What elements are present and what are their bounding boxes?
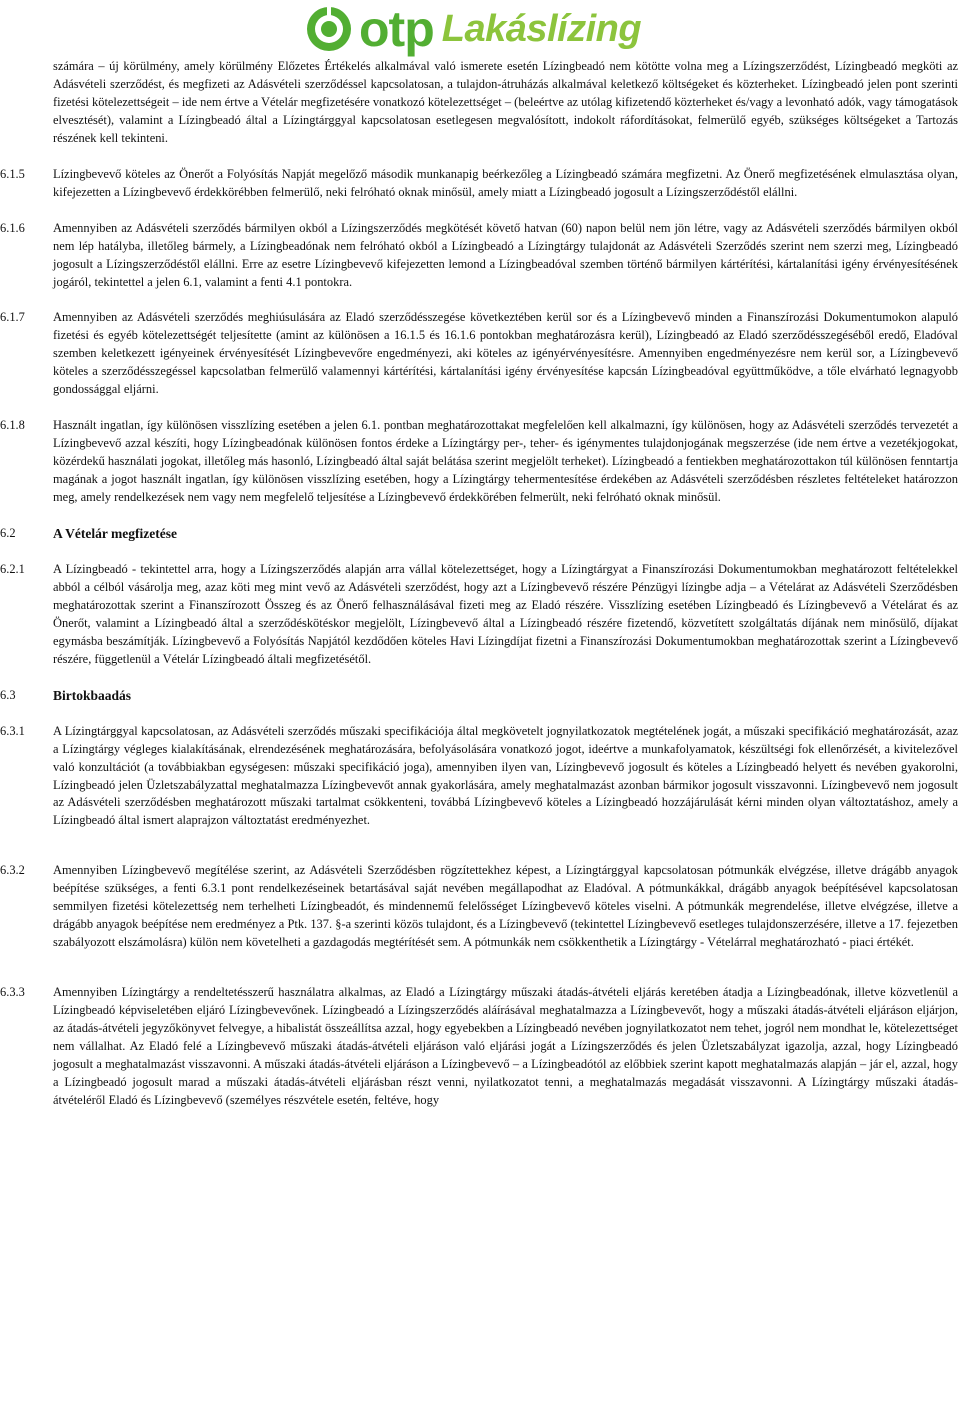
document-body bbox=[0, 58, 958, 1110]
section-text: Használt ingatlan, így különösen visszlízing esetében a jelen 6.1. pontban meghatározottakat megfelelően kell alkalmazni, így különösen, hogy az Adásvételi szerződés tervezetét a Lízingbevevő azzal készíti, hogy Lízingbeadónak különösen fontos érdeke a Lízingtárgy per-, teher- és igénymentes tulajdonjogának megszerzése (ide nem értve a vezetékjogokat, közérdekű használati jogokat, illetőleg más hasonló, Lízingbeadó által saját belátása szerint megjelölt terheket). Lízingbeadó a fentiekben meghatározottakon túl különösen fenntartja magának a jogot használt ingatlan, így különösen visszlízing esetében, hogy a Lízingtárgy tehermentesítése érdekében az Adásvételi szerződésben részletes feltételeket határozzon meg, amely rendelkezések nem vagy nem megfelelő teljesítése a Lízingbevevő érdekkörében felmerült, neki felróható oknak minősül. bbox=[53, 418, 958, 505]
section-6-1-5 bbox=[0, 166, 958, 202]
section-6-2-1 bbox=[0, 561, 958, 669]
section-number: 6.2.1 bbox=[0, 561, 25, 576]
otp-lakaslizing-logo bbox=[305, 3, 641, 55]
section-number: 6.1.7 bbox=[0, 310, 25, 325]
intro-paragraph: számára – új körülmény, amely körülmény Előzetes Értékelés alkalmával való ismerete esetén Lízingbeadó nem kötötte volna meg a Lízingszerződést, Lízingbeadó megköti az Adásvételi szerződést, és megfizeti az Adásvételi szerződéssel kapcsolatosan, a tulajdon-átruházás alkalmával keletkező költségeket és közterheket. Lízingbeadó jelen pont szerinti fizetési kötelezettségeit – ide nem értve a Vételár megfizetésére vonatkozó kötelezettséget – (beleértve az utólag kifizetendő közterheket és/vagy a levonható adók, vagy támogatások elvesztését), valamint a Lízingbeadó által a Lízingtárggyal kapcsolatosan esetlegesen megvalósított, indokolt ráfordításokat, felmerülő egyéb, szükséges költségeket a Tartozás részének kell tekinteni. bbox=[53, 59, 958, 145]
section-number: 6.3.1 bbox=[0, 723, 25, 738]
logo-product-text: Lakáslízing bbox=[441, 8, 642, 50]
section-text: A Lízingbeadó - tekintettel arra, hogy a Lízingszerződés alapján arra vállal kötelezettséget, hogy a Lízingtárgyat a Finanszírozási Dokumentumokban meghatározott feltételekkel abból a célból vásárolja meg, azaz köti meg mint vevő az Adásvételi szerződést, hogy azt a Lízingbevevő részére Pénzügyi lízingbe adja – a Vételárat az Adásvételi Szerződésben meghatározottak szerint a Finanszírozott Összeg és az Önerő felhasználásával fizeti meg az Eladó részére. Visszlízing esetében Lízingbeadó és Lízingbevevő a Vételárat és az Önerőt, valamint a Lízingbeadó által a szerződéskötéskor megjelölt, Lízingbevevő által a Lízingbeadó részére fizetendő, közvetített szolgáltatás díjának nem minősülő, díjakat egymásba beszámítják. Lízingbevevő a Folyósítás Napjától kezdődően köteles Havi Lízingdíjat fizetni a Finanszírozási Dokumentumokban meghatározottak szerint a Lízingbevevő részére, függetlenül a Vételár Lízingbeadó általi megfizetésétől. bbox=[53, 561, 958, 666]
logo-brand-text: otp bbox=[359, 1, 434, 57]
section-number: 6.1.5 bbox=[0, 166, 25, 181]
heading-number: 6.2 bbox=[0, 526, 16, 541]
section-6-3-2 bbox=[0, 862, 958, 952]
section-number: 6.1.8 bbox=[0, 418, 25, 433]
section-text: Amennyiben az Adásvételi szerződés bármilyen okból a Lízingszerződés megkötését követő hatvan (60) napon belül nem jön létre, vagy az Adásvételi szerződés bármilyen okból nem lép hatályba, illetőleg bármely, a Lízingbeadónak nem felróható okból a Lízingbeadó a Lízingtárgy tulajdonát az Adásvételi Szerződés szerint nem szerzi meg, Lízingbeadó jogosult a Lízingszerződéstől elállni. Erre az esetre Lízingbevevő kifejezetten lemond a Lízingbeadóval szemben történő bármilyen kártérítési, kártalanítási igény érvényesítésének jogáról, tekintettel a jelen 6.1, valamint a fenti 4.1 pontokra. bbox=[53, 220, 958, 289]
section-text: Amennyiben Lízingbevevő megítélése szerint, az Adásvételi Szerződésben rögzítettekhez képest, a Lízingtárggyal kapcsolatosan pótmunkák elvégzése, illetve drágább anyagok beépítése szükséges, a fenti 6.3.1 pont rendelkezéseinek betartásával saját nevében megállapodhat az Eladóval. A pótmunkákkal, drágább anyagok beépítésével kapcsolatosan semmilyen fizetési kötelezettség nem terhelheti Lízingbeadót, és mindennemű felelősséget Lízingbevevő köteles viselni. A pótmunkák megrendelése, illetve elvégzése, illetve a drágább anyagok beépítése nem eredményez a Ptk. 137. §-a szerinti közös tulajdont, és a Lízingbevevő (tekintettel Lízingbevevő esetleges tulajdonszerzésére, illetve a 17. fejezetben szabályozott elszámolásra) külön nem követelheti a gazdagodás megtérítését sem. A pótmunkák nem csökkenthetik a Lízingtárgy - Vételárral meghatározható - piaci értékét. bbox=[53, 863, 958, 950]
heading-number: 6.3 bbox=[0, 687, 16, 702]
section-6-1-8 bbox=[0, 417, 958, 507]
heading-6-2 bbox=[0, 525, 958, 543]
section-text: Amennyiben az Adásvételi szerződés meghiúsulására az Eladó szerződésszegése következtében kerül sor és a Lízingbevevő minden a Finanszírozási Dokumentumokon alapuló fizetési és egyéb kötelezettségét teljesítette (amint az különösen a 16.1.5 és 16.1.6 pontokban meghatározásra kerül), Lízingbeadó az Eladó szerződésszegéséből eredő, Eladóval szemben keletkezett igényeinek érvényesítését Lízingbevevőre engedményezi, aki köteles az igényérvényesítésre. Amennyiben engedményezésre nem kerül sor, a Lízingbevevő köteles a szerződésszegéssel kapcsolatban felmerülő valamennyi kártérítési, kártalanítási igény érvényesítése kapcsán Lízingbeadóval együttműködve, a tőle elvárható legnagyobb gondossággal eljárni. bbox=[53, 310, 958, 397]
section-number: 6.3.3 bbox=[0, 985, 25, 1000]
section-6-3-3 bbox=[0, 984, 958, 1110]
heading-title: Birtokbaadás bbox=[53, 687, 132, 703]
section-number: 6.1.6 bbox=[0, 220, 25, 235]
section-text: Lízingbevevő köteles az Önerőt a Folyósítás Napját megelőző második munkanapig beérkezőleg a Lízingbeadó számára megfizetni. Az Önerő megfizetésének elmulasztása olyan, kifejezetten a Lízingbevevő érdekkörébben felmerülő, neki felróható oknak minősül, amely miatt a Lízingbeadó jogosult a Lízingszerződéstől elállni. bbox=[53, 166, 958, 199]
section-6-1-6 bbox=[0, 220, 958, 292]
section-number: 6.3.2 bbox=[0, 863, 25, 878]
heading-6-3 bbox=[0, 687, 958, 705]
heading-title: A Vételár megfizetése bbox=[53, 526, 177, 542]
section-6-3-1 bbox=[0, 723, 958, 831]
section-text: Amennyiben Lízingtárgy a rendeltetésszerű használatra alkalmas, az Eladó a Lízingtárgy műszaki átadás-átvételi eljárás keretében átadja a Lízingbeadónak, illetve közvetlenül a Lízingbeadó képviseletében eljáró Lízingbevevőnek. Lízingbeadó a Lízingszerződés aláírásával meghatalmazza a Lízingbevevőt, hogy a műszaki átadás-átvételi eljáráson eljárjon, az átadás-átvételi jegyzőkönyvet felvegye, a hibalistát összeállítsa azzal, hogy egyebekben a Lízingbeadó nevében jognyilatkozatot nem tehet, jogról nem mondhat le, kötelezettséget nem vállalhat. Az Eladó felé a Lízingbevevő műszaki átadás-átvételi eljáráson való eljárási jogát a Lízingszerződés és jelen Üzletszabályzat igazolja, azzal, hogy Lízingbeadó jogosult a meghatalmazást visszavonni. A műszaki átadás-átvételi eljáráson a Lízingbevevő – a Lízingbeadótól az előbbiek szerint kapott meghatalmazás alapján – jár el, azzal, hogy a Lízingbeadó jogosult marad a műszaki átadás-átvételi eljárásban részt venni, nyilatkozatot tenni, a meghatalmazás megadását visszavonni. A Lízingtárgy műszaki átadás-átvételéről Eladó és Lízingbevevő (személyes részvétele esetén, feltéve, hogy bbox=[53, 985, 958, 1107]
otp-logo-icon bbox=[305, 5, 353, 53]
section-6-1-7 bbox=[0, 309, 958, 399]
section-text: A Lízingtárggyal kapcsolatosan, az Adásvételi szerződés műszaki specifikációja által megkövetelt jognyilatkozatok megtételének jogát, a műszaki specifikáció meghatározását, azaz a Lízingtárgy végleges kialakításának, elrendezésének meghatározására, befolyásolására vonatkozó jogot, ideértve a munkafolyamatok, készültségi fok ellenőrzését, a kivitelezővel való konzultációt (a továbbiakban egységesen: műszaki specifikáció joga), amennyiben ilyen van, Lízingbevevő jogosult és köteles a Lízingbeadó helyett és nevében gyakorolni, Lízingbeadó jelen Üzletszabályzattal meghatalmazza Lízingbevevőt annak gyakorlására, amely meghatalmazást azonban bármikor jogosult visszavonni. Lízingbevevő nem jogosult az Adásvételi szerződésben meghatározott műszaki tartalmat csökkenteni, továbbá Lízingbevevő köteles a Lízingbeadó hozzájárulását kérni minden olyan változtatáshoz, amely a Lízingbeadó által ismert alaprajzon változtatást eredményezhet. bbox=[53, 723, 958, 828]
